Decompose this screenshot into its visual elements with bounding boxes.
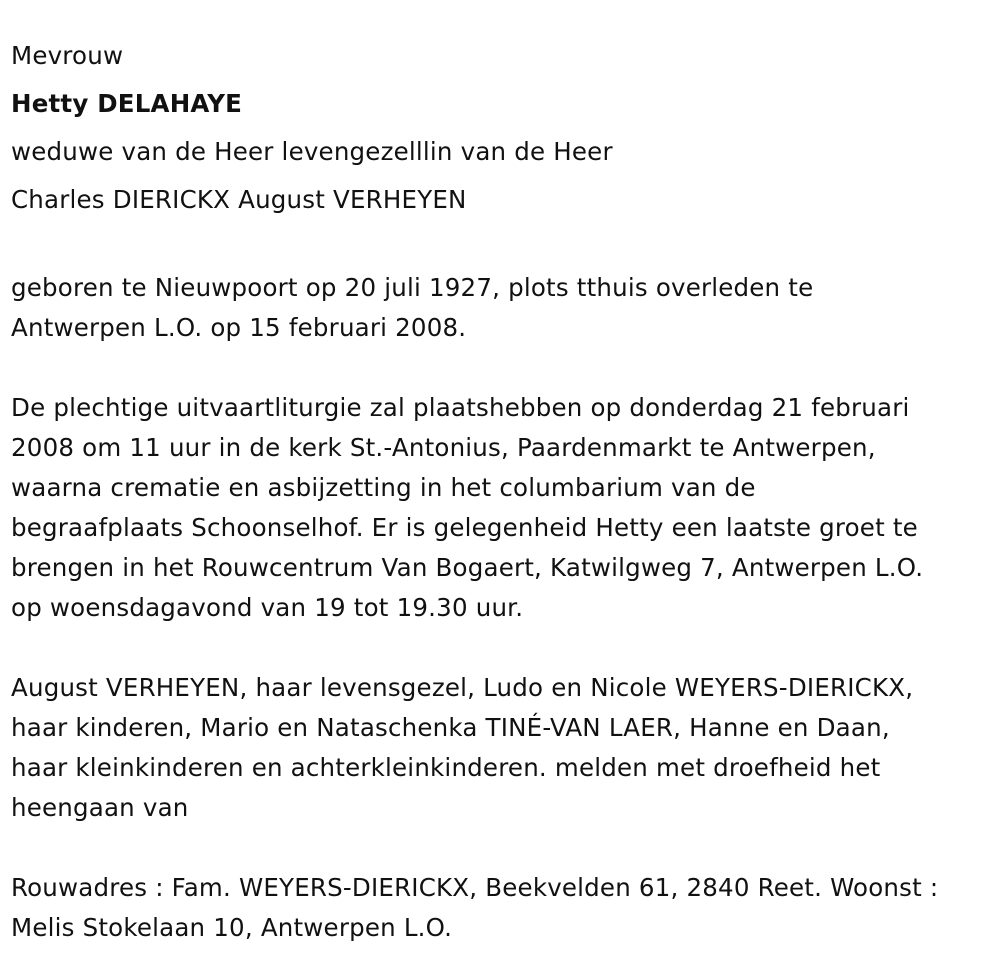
spacer [11,628,996,668]
partners-line: Charles DIERICKX August VERHEYEN [11,185,467,214]
paragraph-line: De plechtige uitvaartliturgie zal plaatshebben op donderdag 21 februari [11,393,910,422]
paragraph-line: August VERHEYEN, haar levensgezel, Ludo en Nicole WEYERS-DIERICKX, [11,673,914,702]
spacer [11,348,996,388]
paragraph-line: haar kinderen, Mario en Nataschenka TINÉ-VAN LAER, Hanne en Daan, [11,713,890,742]
address-paragraph [11,868,996,948]
paragraph-line: waarna crematie en asbijzetting in het columbarium van de [11,473,756,502]
death-notice [11,36,996,948]
paragraph-line: brengen in het Rouwcentrum Van Bogaert, Katwilgweg 7, Antwerpen L.O. [11,553,924,582]
paragraph-line: Melis Stokelaan 10, Antwerpen L.O. [11,913,453,942]
paragraph-line: haar kleinkinderen en achterkleinkinderen. melden met droefheid het [11,753,881,782]
birth-death-paragraph [11,268,996,348]
relation-line: weduwe van de Heer levengezelllin van de Heer [11,137,613,166]
paragraph-line: 2008 om 11 uur in de kerk St.-Antonius, Paardenmarkt te Antwerpen, [11,433,876,462]
spacer [11,828,996,868]
paragraph-line: Rouwadres : Fam. WEYERS-DIERICKX, Beekvelden 61, 2840 Reet. Woonst : [11,873,939,902]
spacer [11,228,996,268]
paragraph-line: begraafplaats Schoonselhof. Er is gelegenheid Hetty een laatste groet te [11,513,918,542]
paragraph-line: Antwerpen L.O. op 15 februari 2008. [11,313,467,342]
paragraph-line: geboren te Nieuwpoort op 20 juli 1927, plots tthuis overleden te [11,273,814,302]
salutation: Mevrouw [11,41,124,70]
paragraph-line: op woensdagavond van 19 tot 19.30 uur. [11,593,524,622]
ceremony-paragraph [11,388,996,628]
notice-header [11,36,996,228]
family-paragraph [11,668,996,828]
paragraph-line: heengaan van [11,793,189,822]
deceased-name: Hetty DELAHAYE [11,89,243,118]
